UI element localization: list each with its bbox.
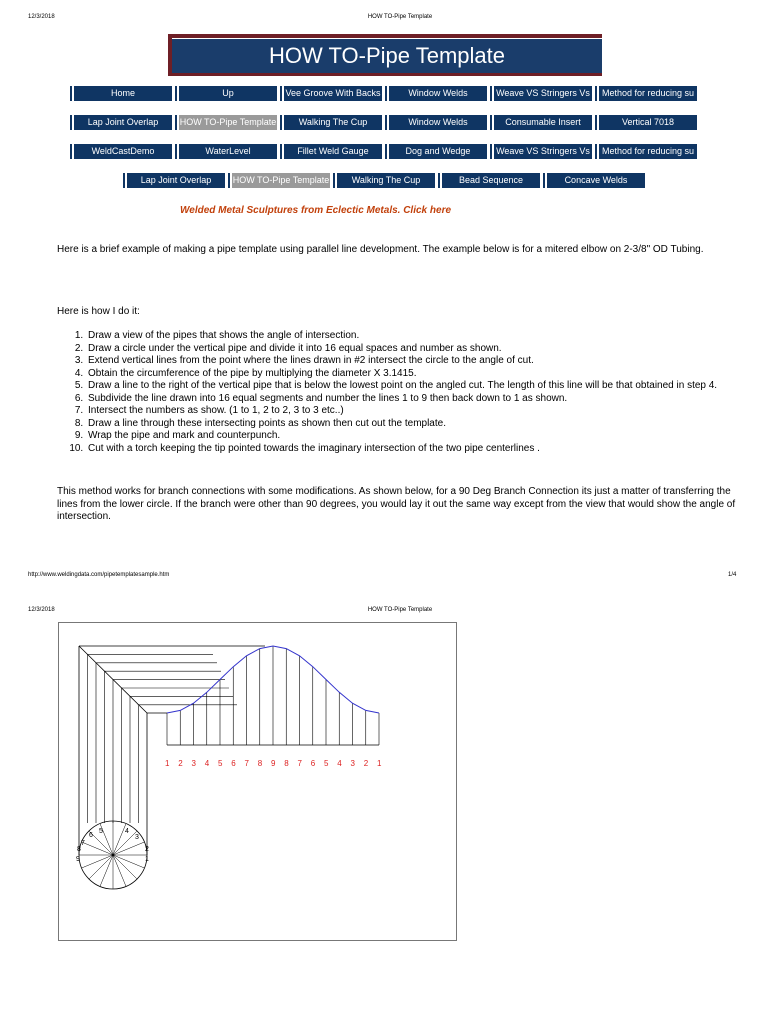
step-item: 7. Intersect the numbers as show. (1 to 1, 2 to 2, 3 to 3 etc..) xyxy=(86,405,766,418)
circle-division-line xyxy=(113,855,137,879)
circle-number-label: 4 xyxy=(125,828,129,835)
nav-walking-the-cup-2[interactable]: Walking The Cup xyxy=(335,173,435,188)
circle-number-label: 7 xyxy=(81,840,85,847)
pipe-template-diagram xyxy=(59,623,456,940)
template-number-label: 4 xyxy=(337,759,342,768)
template-number-label: 5 xyxy=(324,759,329,768)
template-number-label: 5 xyxy=(218,759,223,768)
step-item: 4. Obtain the circumference of the pipe by multiplying the diameter X 3.1415. xyxy=(86,368,766,381)
nav-fillet-weld-gauge[interactable]: Fillet Weld Gauge xyxy=(282,144,382,159)
branch-note: This method works for branch connections with some modifications. As shown below, for a 90 Deg Branch Connection its just a matter of transferring the lines from the lower circle. If the branch were other than 90 degrees, you would lay it out the same way except from the view that would show the angle of intersection. xyxy=(57,486,736,522)
step-item: 5. Draw a line to the right of the vertical pipe that is below the lowest point on the angled cut. The length of this line will be that obtained in step 4. xyxy=(86,380,766,393)
template-number-label: 3 xyxy=(350,759,355,768)
nav-method-reducing-2[interactable]: Method for reducing su xyxy=(597,144,697,159)
nav-weave-vs-stringers[interactable]: Weave VS Stringers Vs xyxy=(492,86,592,101)
howto-heading: Here is how I do it: xyxy=(57,306,140,317)
template-number-label: 8 xyxy=(257,759,263,768)
circle-division-line xyxy=(89,855,113,879)
promo-link[interactable]: Welded Metal Sculptures from Eclectic Metals. Click here xyxy=(180,205,452,216)
nav-dog-and-wedge[interactable]: Dog and Wedge xyxy=(387,144,487,159)
step-item: 6. Subdivide the line drawn into 16 equal segments and number the lines 1 to 9 then back down to 1 as shown. xyxy=(86,393,766,406)
circle-number-label: 8 xyxy=(77,846,81,853)
nav-bead-sequence[interactable]: Bead Sequence xyxy=(440,173,540,188)
pipe-template-figure xyxy=(58,622,457,941)
print-date-2: 12/3/2018 xyxy=(28,607,55,613)
template-number-label: 2 xyxy=(363,759,369,768)
nav-walking-the-cup[interactable]: Walking The Cup xyxy=(282,115,382,130)
footer-page: 1/4 xyxy=(728,572,737,578)
nav-pipe-template-2[interactable]: HOW TO-Pipe Template xyxy=(230,173,330,188)
template-number-label: 7 xyxy=(297,759,302,768)
step-item: 2. Draw a circle under the vertical pipe and divide it into 16 equal spaces and number as shown. xyxy=(86,343,766,356)
footer-url: http://www.weldingdata.com/pipetemplatesample.htm xyxy=(28,572,170,578)
template-number-label: 2 xyxy=(178,759,183,768)
template-number-label: 7 xyxy=(244,759,249,768)
template-number-label: 6 xyxy=(231,759,236,768)
steps-list xyxy=(57,330,766,455)
template-number-label: 9 xyxy=(271,759,276,768)
step-item: 8. Draw a line through these intersecting points as shown then cut out the template. xyxy=(86,418,766,431)
nav-waterlevel[interactable]: WaterLevel xyxy=(177,144,277,159)
nav-method-reducing[interactable]: Method for reducing su xyxy=(597,86,697,101)
nav-consumable-insert[interactable]: Consumable Insert xyxy=(492,115,592,130)
nav-lap-joint-overlap-2[interactable]: Lap Joint Overlap xyxy=(125,173,225,188)
template-number-label: 6 xyxy=(310,759,316,768)
nav-weldcastdemo[interactable]: WeldCastDemo xyxy=(72,144,172,159)
circle-number-label: 3 xyxy=(135,834,139,841)
template-number-label: 8 xyxy=(284,759,289,768)
step-item: 3. Extend vertical lines from the point where the lines drawn in #2 intersect the circle to the angle of cut. xyxy=(86,355,766,368)
circle-number-label: 9 xyxy=(76,856,80,863)
nav-weave-vs-stringers-2[interactable]: Weave VS Stringers Vs xyxy=(492,144,592,159)
nav-up[interactable]: Up xyxy=(177,86,277,101)
template-number-label: 1 xyxy=(377,759,382,768)
nav-pipe-template[interactable]: HOW TO-Pipe Template xyxy=(177,115,277,130)
circle-number-label: 6 xyxy=(89,832,93,839)
circle-number-label: 5 xyxy=(99,828,103,835)
nav-window-welds[interactable]: Window Welds xyxy=(387,86,487,101)
circle-number-label: 1 xyxy=(145,856,149,863)
step-item: 10. Cut with a torch keeping the tip pointed towards the imaginary intersection of the two pipe centerlines . xyxy=(86,443,766,456)
intro-paragraph: Here is a brief example of making a pipe template using parallel line development. The example below is for a mitered elbow on 2-3/8" OD Tubing. xyxy=(57,244,704,255)
template-number-label: 4 xyxy=(204,759,210,768)
step-item: 1. Draw a view of the pipes that shows the angle of intersection. xyxy=(86,330,766,343)
nav-window-welds-2[interactable]: Window Welds xyxy=(387,115,487,130)
nav-concave-welds[interactable]: Concave Welds xyxy=(545,173,645,188)
print-title-2: HOW TO-Pipe Template xyxy=(367,607,433,613)
template-number-label: 1 xyxy=(165,759,170,768)
step-item: 9. Wrap the pipe and mark and counterpunch. xyxy=(86,430,766,443)
print-title: HOW TO-Pipe Template xyxy=(367,14,433,20)
print-date: 12/3/2018 xyxy=(28,14,55,20)
nav-vee-groove[interactable]: Vee Groove With Backs xyxy=(282,86,382,101)
template-number-label: 3 xyxy=(191,759,196,768)
nav-vertical-7018[interactable]: Vertical 7018 xyxy=(597,115,697,130)
circle-number-label: 2 xyxy=(145,846,149,853)
nav-lap-joint-overlap[interactable]: Lap Joint Overlap xyxy=(72,115,172,130)
nav-home[interactable]: Home xyxy=(72,86,172,101)
page-title: HOW TO-Pipe Template xyxy=(269,43,505,68)
